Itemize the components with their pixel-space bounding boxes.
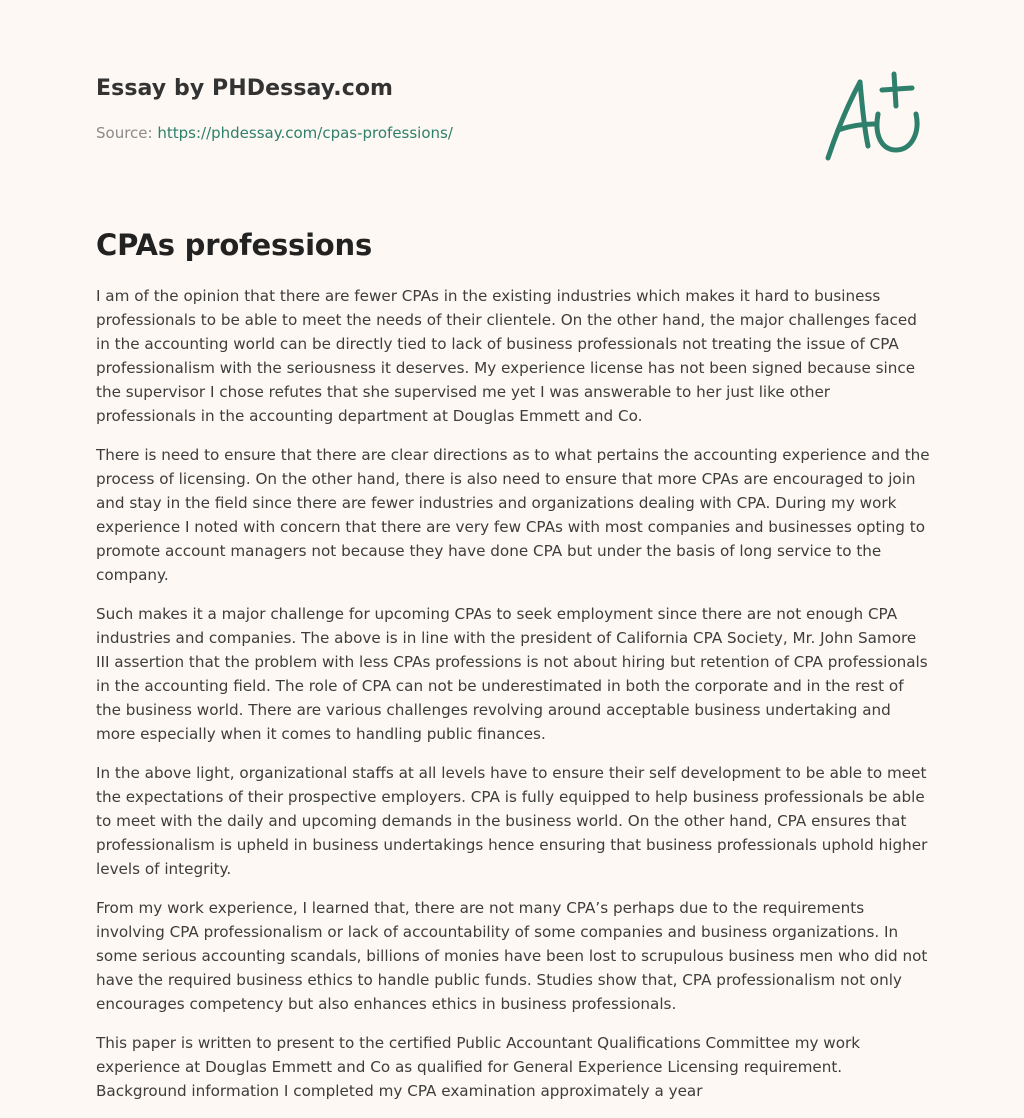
essay-paragraph: In the above light, organizational staffs at all levels have to ensure their self development to be able to meet the expectations of their prospective employers. CPA is fully equipped to help business professionals be able to meet with the daily and upcoming demands in the business world. On the other hand, CPA ensures that professionalism is upheld in business undertakings hence ensuring that business professionals uphold higher levels of integrity. [96, 764, 928, 878]
page-header [96, 0, 930, 190]
essay-paragraph: I am of the opinion that there are fewer CPAs in the existing industries which makes it hard to business professionals to be able to meet the needs of their clientele. On the other hand, the major challenges faced in the accounting world can be directly tied to lack of business professionals not treating the issue of CPA professionalism with the seriousness it deserves. My experience license has not been signed because since the supervisor I chose refutes that she supervised me yet I was answerable to her just like other professionals in the accounting department at Douglas Emmett and Co. [96, 287, 917, 425]
essay-body [96, 284, 930, 1103]
essay-paragraph: There is need to ensure that there are clear directions as to what pertains the accounting experience and the process of licensing. On the other hand, there is also need to ensure that more CPAs are encouraged to join and stay in the field since there are fewer industries and organizations dealing with CPA. During my work experience I noted with concern that there are very few CPAs with most companies and businesses opting to promote account managers not because they have done CPA but under the basis of long service to the company. [96, 446, 930, 584]
essay-title: CPAs professions [96, 228, 373, 262]
source-label: Source: [96, 124, 153, 142]
essay-paragraph: Such makes it a major challenge for upcoming CPAs to seek employment since there are not enough CPA industries and companies. The above is in line with the president of California CPA Society, Mr. John Samore III assertion that the problem with less CPAs professions is not about hiring but retention of CPA professionals in the accounting field. The role of CPA can not be underestimated in both the corporate and in the rest of the business world. There are various challenges revolving around acceptable business undertaking and more especially when it comes to handling public finances. [96, 605, 928, 743]
a-plus-logo-icon [822, 70, 926, 164]
essay-page [96, 0, 930, 1118]
essay-paragraph: This paper is written to present to the certified Public Accountant Qualifications Committee my work experience at Douglas Emmett and Co as qualified for General Experience Licensing requirement. Background information I completed my CPA examination approximately a year [96, 1034, 861, 1100]
site-title: Essay by PHDessay.com [96, 76, 394, 101]
essay-paragraph: From my work experience, I learned that, there are not many CPA’s perhaps due to the requirements involving CPA professionalism or lack of accountability of some companies and business organizations. In some serious accounting scandals, billions of monies have been lost to scrupulous business men who did not have the required business ethics to handle public funds. Studies show that, CPA professionalism not only encourages competency but also enhances ethics in business professionals. [96, 899, 928, 1013]
source-link[interactable]: https://phdessay.com/cpas-professions/ [157, 124, 453, 142]
source-line [96, 124, 453, 142]
